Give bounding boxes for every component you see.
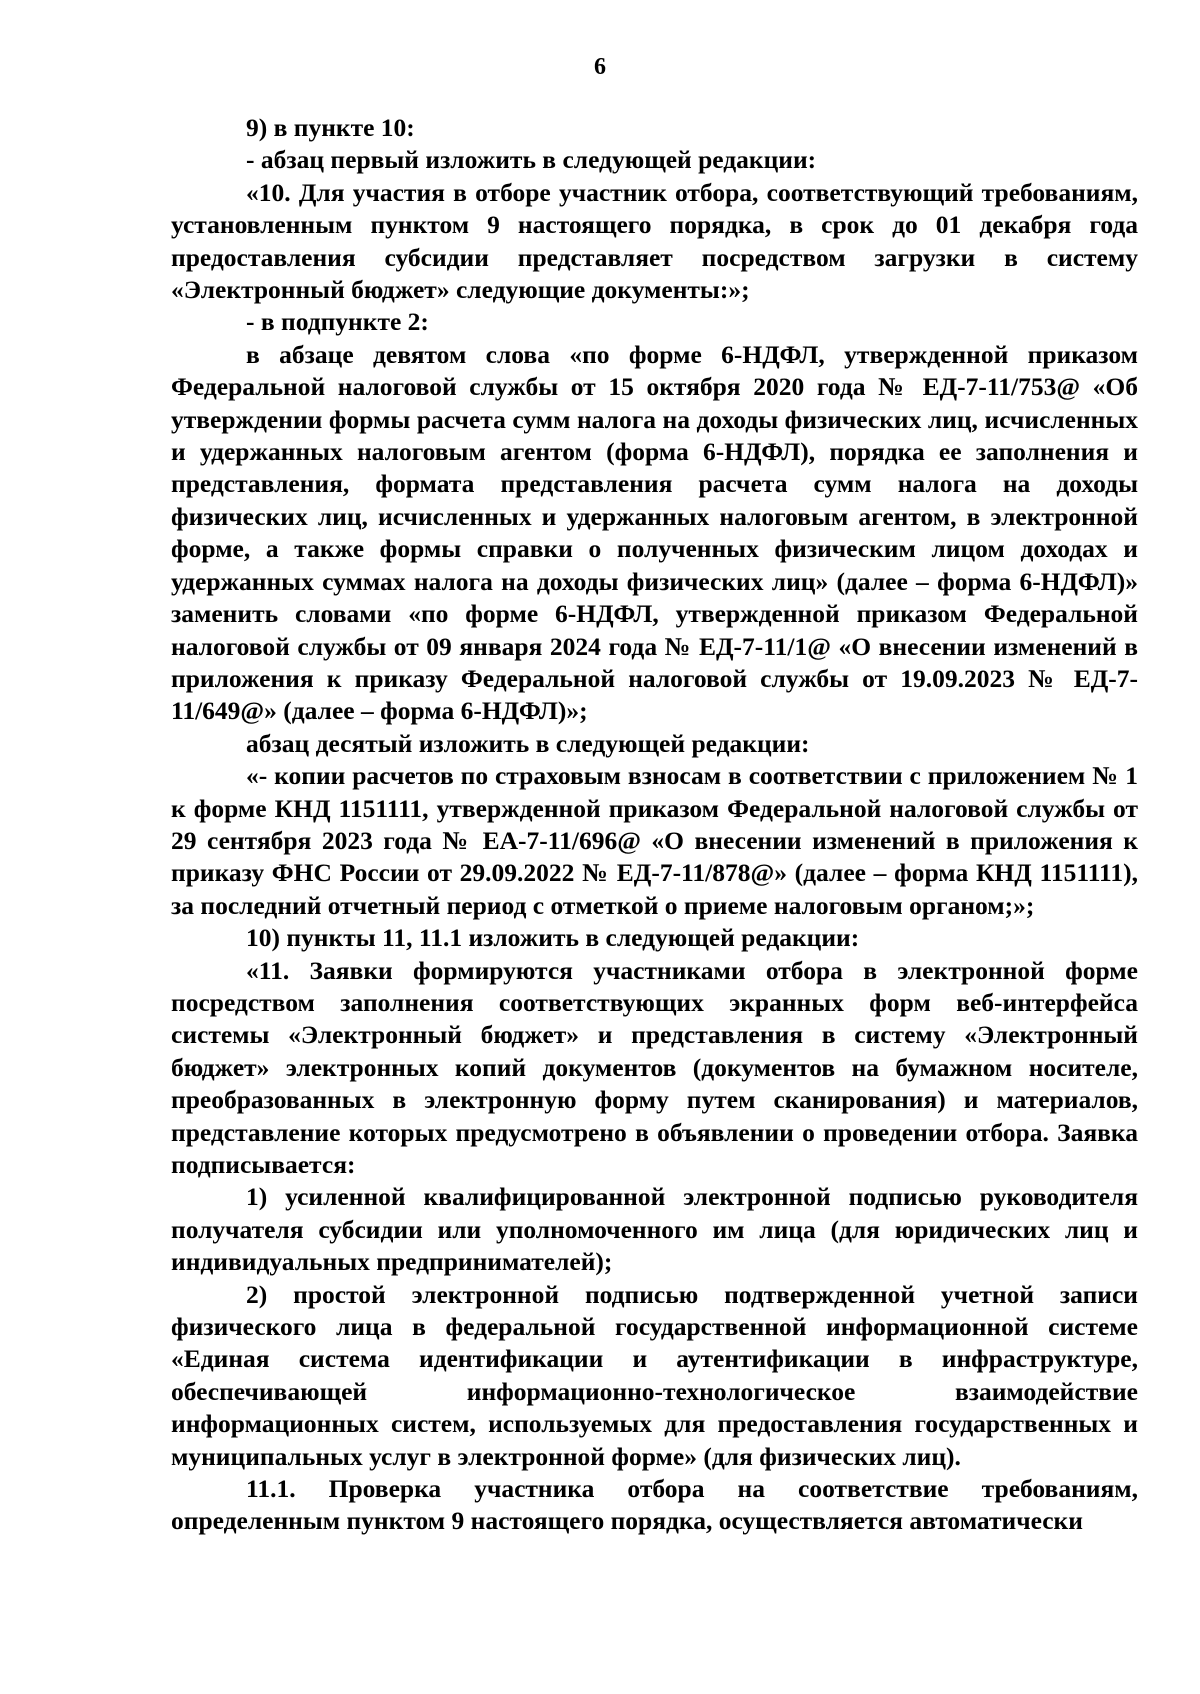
paragraph-point-10-text: «10. Для участия в отборе участник отбора, соответствующий требованиям, установленным пунктом 9 настоящего порядка, в срок до 01 декабря года предоставления субсидии представляет посредством загрузки в систему «Электронный бюджет» следующие документы:»;	[171, 177, 1138, 305]
paragraph-item-9-heading: 9) в пункте 10:	[246, 113, 415, 142]
paragraph-point-11-1-text: 11.1. Проверка участника отбора на соответствие требованиям, определенным пунктом 9 настоящего порядка, осуществляется автоматически	[171, 1474, 1138, 1536]
paragraph-item-10-heading: 10) пункты 11, 11.1 изложить в следующей редакции:	[246, 923, 860, 953]
paragraph-abzac-tenth-text: «- копии расчетов по страховым взносам в соответствии с приложением № 1 к форме КНД 1151111, утвержденной приказом Федеральной налоговой службы от 29 сентября 2023 года № ЕА-7-11/696@ «О внесении изменений в приложения к приказу ФНС России от 29.09.2022 № ЕД-7-11/878@» (далее – форма КНД 1151111), за последний отчетный период с отметкой о приеме налоговым органом;»;	[171, 761, 1138, 920]
paragraph-signature-1: 1) усиленной квалифицированной электронной подписью руководителя получателя субсидии или уполномоченного им лица (для юридических лиц и индивидуальных предпринимателей);	[171, 1182, 1138, 1277]
page-number: 6	[594, 54, 606, 80]
paragraph-abzac-first: - абзац первый изложить в следующей редакции:	[246, 145, 817, 175]
paragraph-point-11-text: «11. Заявки формируются участниками отбора в электронной форме посредством заполнения соответствующих экранных форм веб-интерфейса системы «Электронный бюджет» и представления в систему «Электронный бюджет» электронных копий документов (документов на бумажном носителе, преобразованных в электронную форму путем сканирования) и материалов, представление которых предусмотрено в объявлении о проведении отбора. Заявка подписывается:	[171, 955, 1138, 1179]
paragraph-subpoint-2: - в подпункте 2:	[246, 307, 429, 337]
document-body	[171, 112, 1138, 1538]
paragraph-abzac-ninth: в абзаце девятом слова «по форме 6-НДФЛ, утвержденной приказом Федеральной налоговой службы от 15 октября 2020 года № ЕД-7-11/753@ «Об утверждении формы расчета сумм налога на доходы физических лиц, исчисленных и удержанных налоговым агентом (форма 6-НДФЛ), порядка ее заполнения и представления, формата представления расчета сумм налога на доходы физических лиц, исчисленных и удержанных налоговым агентом, в электронной форме, а также формы справки о полученных физическим лицом доходах и удержанных суммах налога на доходы физических лиц» (далее – форма 6-НДФЛ)» заменить словами «по форме 6-НДФЛ, утвержденной приказом Федеральной налоговой службы от 09 января 2024 года № ЕД-7-11/1@ «О внесении изменений в приложения к приказу Федеральной налоговой службы от 19.09.2023 № ЕД-7-11/649@» (далее – форма 6-НДФЛ)»;	[171, 339, 1138, 726]
paragraph-abzac-tenth-heading: абзац десятый изложить в следующей редакции:	[246, 728, 810, 758]
paragraph-signature-2: 2) простой электронной подписью подтвержденной учетной записи физического лица в федеральной государственной информационной системе «Единая система идентификации и аутентификации в инфраструктуре, обеспечивающей информационно-технологическое взаимодействие информационных систем, используемых для предоставления государственных и муниципальных услуг в электронной форме» (для физических лиц).	[171, 1279, 1138, 1471]
